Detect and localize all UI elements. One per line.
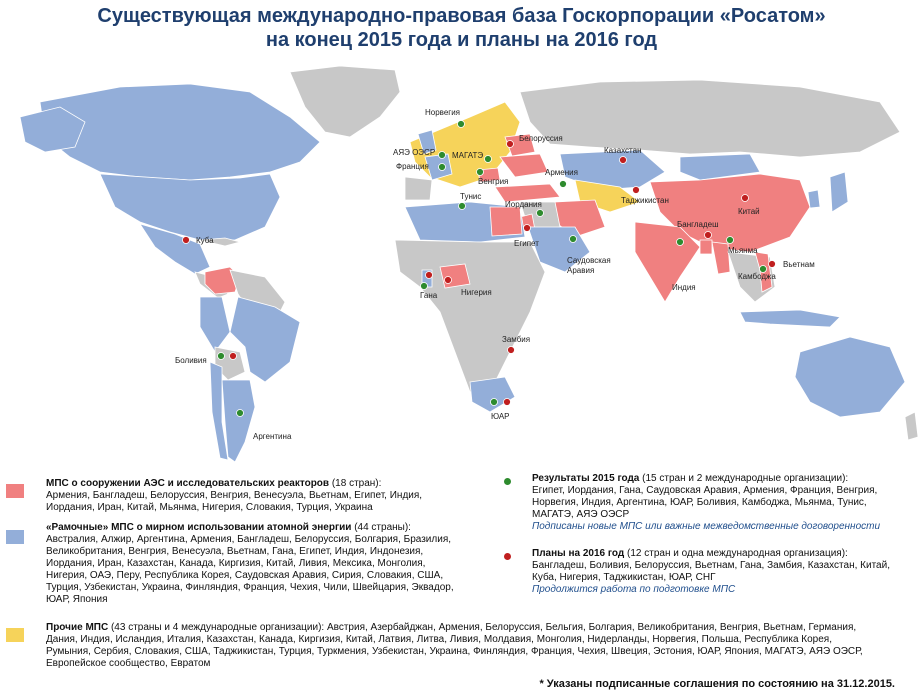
dot-vietnam: [769, 261, 776, 268]
label-argentina: Аргентина: [253, 432, 292, 441]
dot-armenia: [560, 181, 567, 188]
region-bangladesh: [700, 240, 712, 254]
region-japan: [830, 172, 848, 212]
legend-yellow-count: (43 страны и 4 международные организации):: [108, 622, 325, 633]
region-usa: [100, 174, 280, 240]
label-tunisia: Тунис: [460, 192, 482, 201]
label-zambia: Замбия: [502, 335, 531, 344]
legend-red-list: Армения, Бангладеш, Белоруссия, Венгрия, Венесуэла, Вьетнам, Египет, Индия, Иордания, Иран, Китай, Мьянма, Нигерия, Словакия, Турция, Украина: [46, 490, 423, 513]
dot-jordan: [537, 210, 544, 217]
region-argentina: [222, 380, 255, 462]
legend-plans-count: (12 стран и одна международная организация):: [624, 548, 848, 559]
label-nigeria: Нигерия: [461, 288, 492, 297]
legend-dot-green: [504, 478, 511, 485]
dot-tajikistan: [633, 187, 640, 194]
dot-hungary: [477, 169, 484, 176]
legend-plans-head: Планы на 2016 год: [532, 548, 625, 559]
dot-saudi-arabia: [570, 236, 577, 243]
region-ukraine: [500, 154, 548, 177]
dot-bolivia-green: [218, 353, 225, 360]
title-line-1: Существующая международно-правовая база Госкорпорации «Росатом»: [97, 5, 826, 27]
region-egypt: [490, 207, 522, 236]
dot-belarus: [507, 141, 514, 148]
dot-france: [439, 164, 446, 171]
dot-ghana-red: [426, 272, 433, 279]
legend-green-note: Подписаны новые МПС или важные межведомственные договоренности: [532, 521, 881, 532]
legend-blue-head: «Рамочные» МПС о мирном использовании атомной энергии: [46, 522, 352, 533]
dot-india: [677, 239, 684, 246]
label-myanmar: Мьянма: [728, 246, 758, 255]
footer-note: * Указаны подписанные соглашения по состоянию на 31.12.2015.: [539, 678, 895, 690]
legend-green-head: Результаты 2015 года: [532, 473, 640, 484]
dot-zambia: [508, 347, 515, 354]
legend-swatch-red: [6, 484, 24, 498]
dot-ghana-green: [421, 283, 428, 290]
legend-yellow-head: Прочие МПС: [46, 622, 109, 633]
dot-kazakhstan: [620, 157, 627, 164]
label-belarus: Белоруссия: [519, 134, 563, 143]
label-saudi-1: Саудовская: [567, 256, 611, 265]
dot-cuba: [183, 237, 190, 244]
region-nigeria: [440, 264, 470, 288]
region-south-africa: [470, 377, 515, 412]
label-ghana: Гана: [420, 291, 438, 300]
dot-myanmar: [727, 237, 734, 244]
dot-sar-red: [504, 399, 511, 406]
legend-green-count: (15 стран и 2 международные организации):: [639, 473, 849, 484]
legend-dot-red: [504, 553, 511, 560]
legend-blue-list: Австралия, Алжир, Аргентина, Армения, Бангладеш, Белоруссия, Болгария, Бразилия, Великобритания, Венгрия, Венесуэла, Вьетнам, Гана, Египет, Индия, Индонезия, Иордания, Иран, Казахстан, Канада, Киргизия, Китай, Ливия, Мексика, Монголия, Нигерия, ОАЭ, Перу, Республика Корея, Саудовская Аравия, Сирия, Словакия, США, Турция, Узбекистан, Украина, Финляндия, Франция, Чехия, Чили, Швейцария, Эквадор, ЮАР, Япония: [46, 534, 454, 605]
region-peru: [200, 297, 230, 352]
dot-nigeria: [445, 277, 452, 284]
dot-tunisia: [459, 203, 466, 210]
legend-blue: [46, 522, 466, 606]
dot-magate: [485, 156, 492, 163]
label-hungary: Венгрия: [478, 177, 509, 186]
legend-plans-list: Бангладеш, Боливия, Белоруссия, Вьетнам, Гана, Замбия, Казахстан, Китай, Куба, Нигерия, Таджикистан, ЮАР, СНГ: [532, 560, 890, 583]
legend-yellow-list: Австрия, Азербайджан, Армения, Белоруссия, Бельгия, Болгария, Великобритания, Венгрия, Вьетнам, Германия, Дания, Индия, Исландия, Италия, Казахстан, Канада, Киргизия, Китай, Латвия, Литва, Ливия, Молдавия, Монголия, Нидерланды, Норвегия, Польша, Республика Корея, Румыния, Сербия, Словакия, США, Таджикистан, Турция, Туркмения, Узбекистан, Украина, Финляндия, Франция, Чехия, Швеция, Эстония, ЮАР, Япония, МАГАТЭ, АЯЭ ОЭСР, Европейское сообщество, Евратом: [46, 622, 863, 669]
label-norway: Норвегия: [425, 108, 461, 117]
legend-blue-count: (44 страны):: [351, 522, 411, 533]
page-title: [0, 4, 923, 52]
region-indonesia: [740, 310, 840, 327]
label-saudi-2: Аравия: [567, 266, 595, 275]
region-iberia: [405, 177, 432, 200]
legend-plans-note: Продолжится работа по подготовке МПС: [532, 584, 736, 595]
region-australia: [795, 337, 905, 417]
legend-plans: [532, 548, 907, 596]
legend-green: [532, 473, 907, 533]
region-canada: [40, 84, 320, 180]
dot-aes-oesr: [439, 152, 446, 159]
dot-sar-green: [491, 399, 498, 406]
region-africa-central: [395, 240, 545, 392]
legend-red-head: МПС о сооружении АЭС и исследовательских реакторов: [46, 478, 330, 489]
label-france: Франция: [396, 162, 429, 171]
label-cuba: Куба: [196, 236, 214, 245]
label-cambodia: Камбоджа: [738, 272, 776, 281]
dot-china: [742, 195, 749, 202]
legend-yellow: [46, 622, 876, 670]
dot-norway: [458, 121, 465, 128]
region-new-zealand: [905, 412, 918, 440]
label-egypt: Египет: [514, 239, 539, 248]
label-vietnam: Вьетнам: [783, 260, 815, 269]
world-map: [0, 62, 923, 464]
label-jordan: Иордания: [505, 200, 542, 209]
legend-red: [46, 478, 466, 514]
label-aes-oesr: АЯЭ ОЭСР: [393, 148, 436, 157]
label-sar: ЮАР: [491, 412, 510, 421]
legend-swatch-blue: [6, 530, 24, 544]
legend-swatch-yellow: [6, 628, 24, 642]
region-korea: [808, 190, 820, 208]
label-magate: МАГАТЭ: [452, 151, 484, 160]
label-china: Китай: [738, 207, 760, 216]
dot-egypt: [524, 225, 531, 232]
dot-bangladesh: [705, 232, 712, 239]
dot-bolivia-red: [230, 353, 237, 360]
label-armenia: Армения: [545, 168, 578, 177]
title-line-2: на конец 2015 года и планы на 2016 год: [265, 29, 658, 51]
dot-argentina: [237, 410, 244, 417]
region-greenland: [290, 66, 400, 137]
region-russia: [520, 80, 900, 157]
label-india: Индия: [672, 283, 696, 292]
label-bangladesh: Бангладеш: [677, 220, 719, 229]
label-tajikistan: Таджикистан: [621, 196, 669, 205]
label-kazakhstan: Казахстан: [604, 146, 642, 155]
legend-red-count: (18 стран):: [329, 478, 382, 489]
label-bolivia: Боливия: [175, 356, 207, 365]
legend-green-list: Египет, Иордания, Гана, Саудовская Аравия, Армения, Франция, Венгрия, Норвегия, Индия, Аргентина, ЮАР, Боливия, Камбоджа, Мьянма, Тунис, МАГАТЭ, АЯЭ ОЭСР: [532, 485, 878, 520]
